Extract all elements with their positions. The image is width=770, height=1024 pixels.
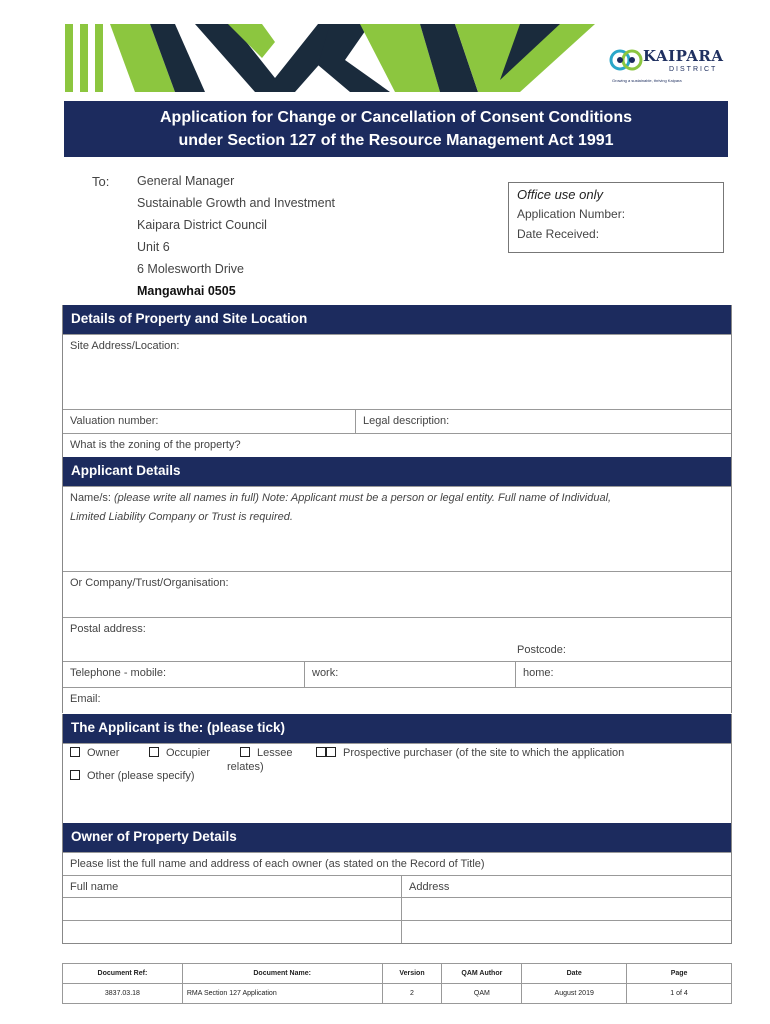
- legal-description-field[interactable]: Legal description:: [355, 410, 733, 433]
- footer-doc-name: RMA Section 127 Application: [182, 984, 382, 1004]
- footer-page: 1 of 4: [627, 984, 732, 1004]
- footer-version: 2: [382, 984, 442, 1004]
- owner-instruction: Please list the full name and address of each owner (as stated on the Record of Title): [70, 858, 485, 870]
- document-footer-table: [62, 963, 732, 1004]
- title-line-1: Application for Change or Cancellation of Consent Conditions: [160, 109, 632, 126]
- page-title: [64, 101, 728, 157]
- footer-header-doc-name: Document Name:: [182, 964, 382, 984]
- applicant-section: [62, 457, 732, 713]
- property-section: [62, 305, 732, 457]
- to-label: To:: [92, 174, 110, 189]
- lessee-label: Lessee: [257, 747, 293, 759]
- checkbox-icon: [326, 747, 336, 757]
- checkbox-icon: [240, 747, 250, 757]
- footer-header-page: Page: [627, 964, 732, 984]
- footer-header-doc-ref: Document Ref:: [63, 964, 183, 984]
- occupier-label: Occupier: [166, 747, 211, 759]
- address-line: Mangawhai 0505: [137, 284, 236, 298]
- postal-address-field[interactable]: [63, 617, 731, 661]
- names-note: (please write all names in full) Note: Applicant must be a person or legal entity. Full name of Individual,: [114, 492, 612, 504]
- logo-subtitle: DISTRICT: [669, 66, 718, 73]
- property-section-heading: Details of Property and Site Location: [63, 305, 731, 334]
- owner-details-heading: Owner of Property Details: [63, 823, 731, 852]
- footer-header-version: Version: [382, 964, 442, 984]
- owner-checkbox[interactable]: [70, 747, 119, 759]
- office-use-box: [508, 182, 724, 253]
- other-checkbox[interactable]: [70, 770, 195, 782]
- address-line: General Manager: [137, 174, 235, 188]
- footer-qam-author: QAM: [442, 984, 522, 1004]
- company-label: Or Company/Trust/Organisation:: [70, 577, 229, 589]
- checkbox-icon: [316, 747, 326, 757]
- table-row: [63, 897, 731, 920]
- email-label: Email:: [70, 693, 101, 705]
- address-line: Kaipara District Council: [137, 218, 267, 232]
- footer-date: August 2019: [522, 984, 627, 1004]
- names-field[interactable]: [63, 486, 731, 571]
- prospective-purchaser-label: Prospective purchaser (of the site to which the application: [343, 747, 625, 759]
- address-line: Sustainable Growth and Investment: [137, 196, 336, 210]
- zoning-field[interactable]: [63, 433, 731, 457]
- title-line-2: under Section 127 of the Resource Management Act 1991: [178, 132, 614, 149]
- checkbox-icon: [149, 747, 159, 757]
- applicant-type-section: [62, 714, 732, 823]
- full-name-column-header: Full name: [70, 881, 119, 893]
- telephone-work-field[interactable]: work:: [304, 662, 515, 687]
- valuation-number-field[interactable]: Valuation number:: [70, 415, 159, 427]
- prospective-purchaser-checkbox[interactable]: [316, 747, 624, 759]
- footer-header-date: Date: [522, 964, 627, 984]
- application-number-field: Application Number:: [517, 207, 626, 221]
- site-address-field[interactable]: [63, 334, 731, 409]
- footer-header-qam-author: QAM Author: [442, 964, 522, 984]
- site-address-label: Site Address/Location:: [70, 340, 180, 352]
- address-column-header: Address: [401, 876, 733, 897]
- prospective-purchaser-label-cont: relates): [227, 761, 264, 773]
- footer-doc-ref: 3837.03.18: [63, 984, 183, 1004]
- checkbox-icon: [70, 770, 80, 780]
- telephone-mobile-field[interactable]: Telephone - mobile:: [70, 667, 167, 679]
- telephone-home-field[interactable]: home:: [515, 662, 733, 687]
- names-label: Name/s:: [70, 492, 115, 504]
- zoning-label: What is the zoning of the property?: [70, 439, 241, 451]
- postcode-label: Postcode:: [517, 644, 566, 656]
- other-label: Other (please specify): [87, 770, 195, 782]
- company-field[interactable]: [63, 571, 731, 617]
- owner-full-name-cell[interactable]: [63, 898, 401, 920]
- logo-tagline: Growing a sustainable, thriving Kaipara: [612, 78, 682, 83]
- checkbox-icon: [70, 747, 80, 757]
- occupier-checkbox[interactable]: [149, 747, 210, 759]
- table-row: [63, 920, 731, 943]
- postal-address-label: Postal address:: [70, 623, 146, 635]
- owner-label: Owner: [87, 747, 120, 759]
- lessee-checkbox[interactable]: [240, 747, 292, 759]
- office-use-title: Office use only: [517, 187, 603, 202]
- owner-full-name-cell[interactable]: [63, 921, 401, 943]
- applicant-section-heading: Applicant Details: [63, 457, 731, 486]
- email-field[interactable]: [63, 687, 731, 713]
- names-note-cont: Limited Liability Company or Trust is required.: [70, 511, 293, 523]
- owner-address-cell[interactable]: [401, 898, 733, 920]
- date-received-field: Date Received:: [517, 227, 600, 241]
- address-line: 6 Molesworth Drive: [137, 262, 244, 276]
- owner-address-cell[interactable]: [401, 921, 733, 943]
- logo-name: KAIPARA: [643, 47, 724, 65]
- applicant-type-heading: The Applicant is the: (please tick): [63, 714, 731, 743]
- owner-details-section: [62, 823, 732, 944]
- address-line: Unit 6: [137, 240, 170, 254]
